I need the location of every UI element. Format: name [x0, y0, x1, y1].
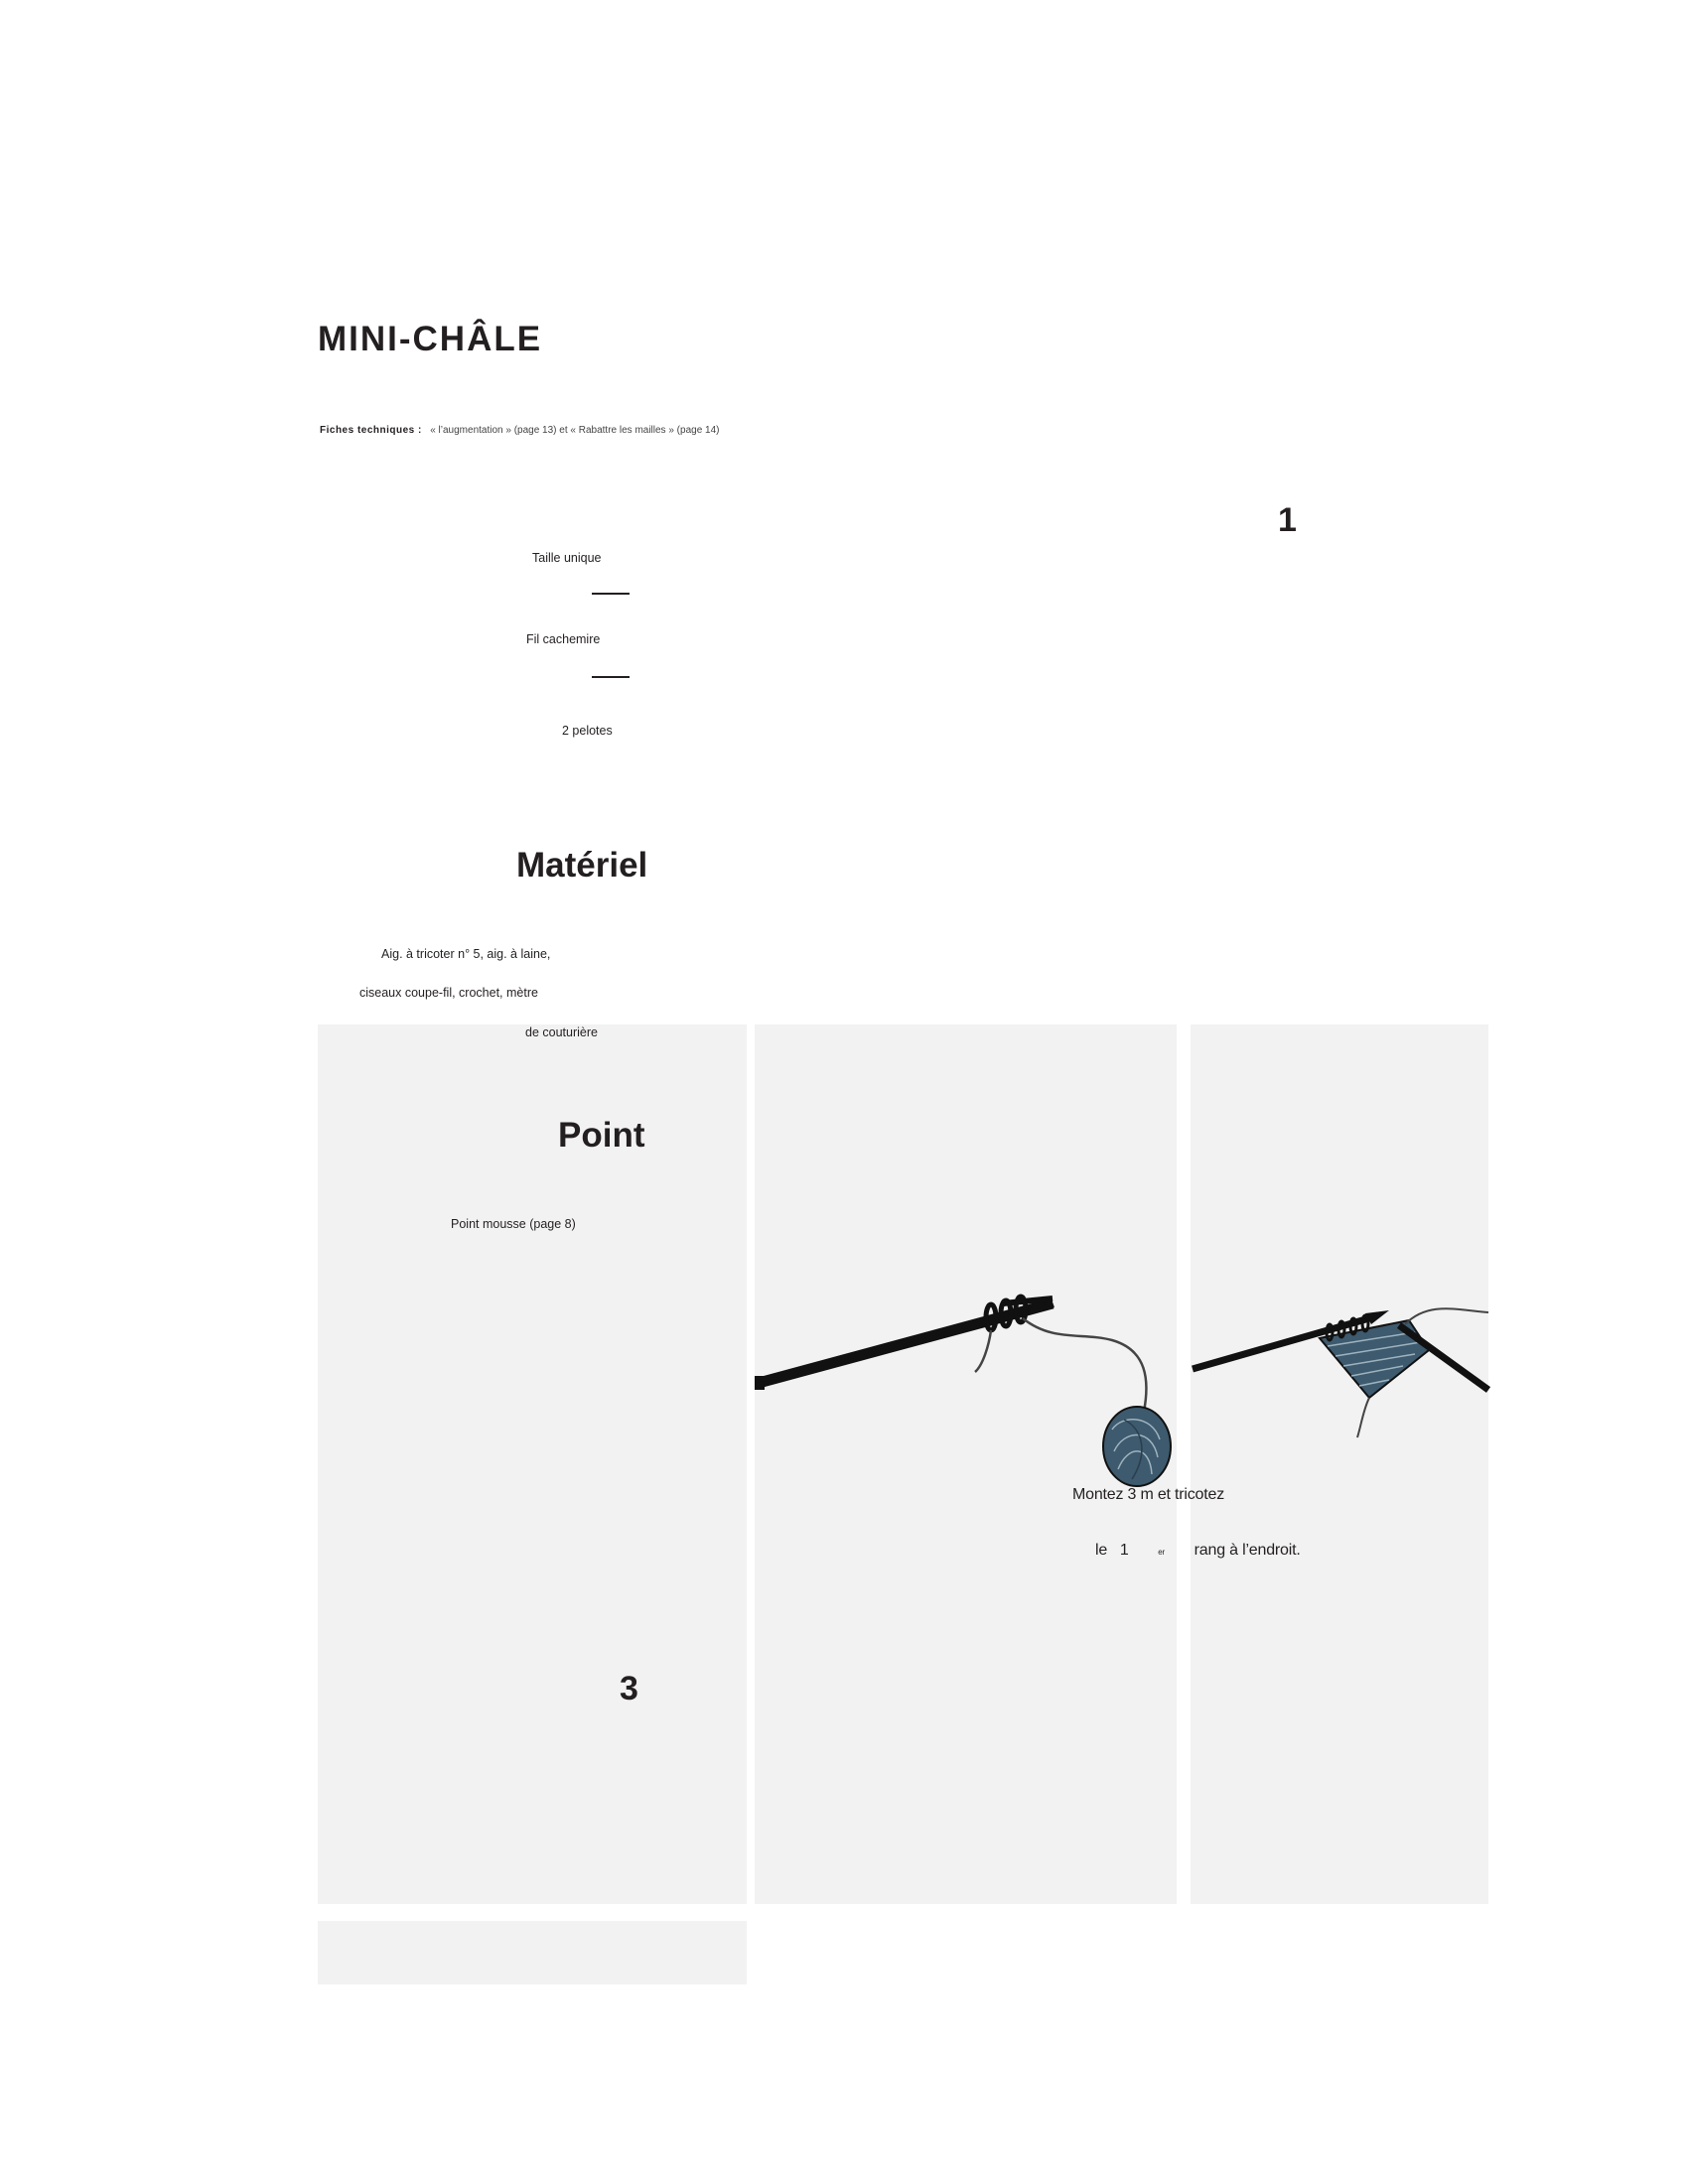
step-2-illustration	[1191, 1281, 1488, 1449]
fiches-label: Fiches techniques :	[320, 425, 422, 436]
fiches-techniques	[320, 425, 720, 436]
step-3-number: 3	[620, 1670, 638, 1707]
spec-balls: 2 pelotes	[562, 724, 613, 738]
panel-left	[318, 1024, 747, 1904]
yarn-ball-icon	[1103, 1407, 1171, 1486]
spec-yarn: Fil cachemire	[526, 632, 601, 646]
step-1-number: 1	[1278, 501, 1297, 539]
divider	[592, 593, 630, 595]
spec-size: Taille unique	[532, 551, 602, 565]
step-1-illustration	[755, 1281, 1177, 1499]
materiel-heading: Matériel	[516, 846, 648, 885]
step-caption-line-1: Montez 3 m et tricotez	[1072, 1486, 1224, 1503]
caption-num: 1	[1119, 1542, 1129, 1559]
divider	[592, 676, 630, 678]
caption-le: le	[1095, 1542, 1108, 1559]
step-caption-line-2	[1095, 1542, 1301, 1560]
fiches-text: « l’augmentation » (page 13) et « Rabattre les mailles » (page 14)	[430, 425, 720, 436]
caption-sup: er	[1158, 1548, 1165, 1557]
materiel-line-1: Aig. à tricoter n° 5, aig. à laine,	[381, 947, 551, 961]
point-heading: Point	[558, 1116, 645, 1155]
page-title: MINI-CHÂLE	[318, 320, 543, 358]
caption-end: rang à l’endroit.	[1194, 1542, 1301, 1559]
panel-bottom	[318, 1921, 747, 1984]
materiel-line-2: ciseaux coupe-fil, crochet, mètre	[359, 986, 538, 1000]
panel-right	[1191, 1024, 1488, 1904]
materiel-line-3: de couturière	[525, 1025, 598, 1039]
point-text: Point mousse (page 8)	[451, 1217, 576, 1231]
